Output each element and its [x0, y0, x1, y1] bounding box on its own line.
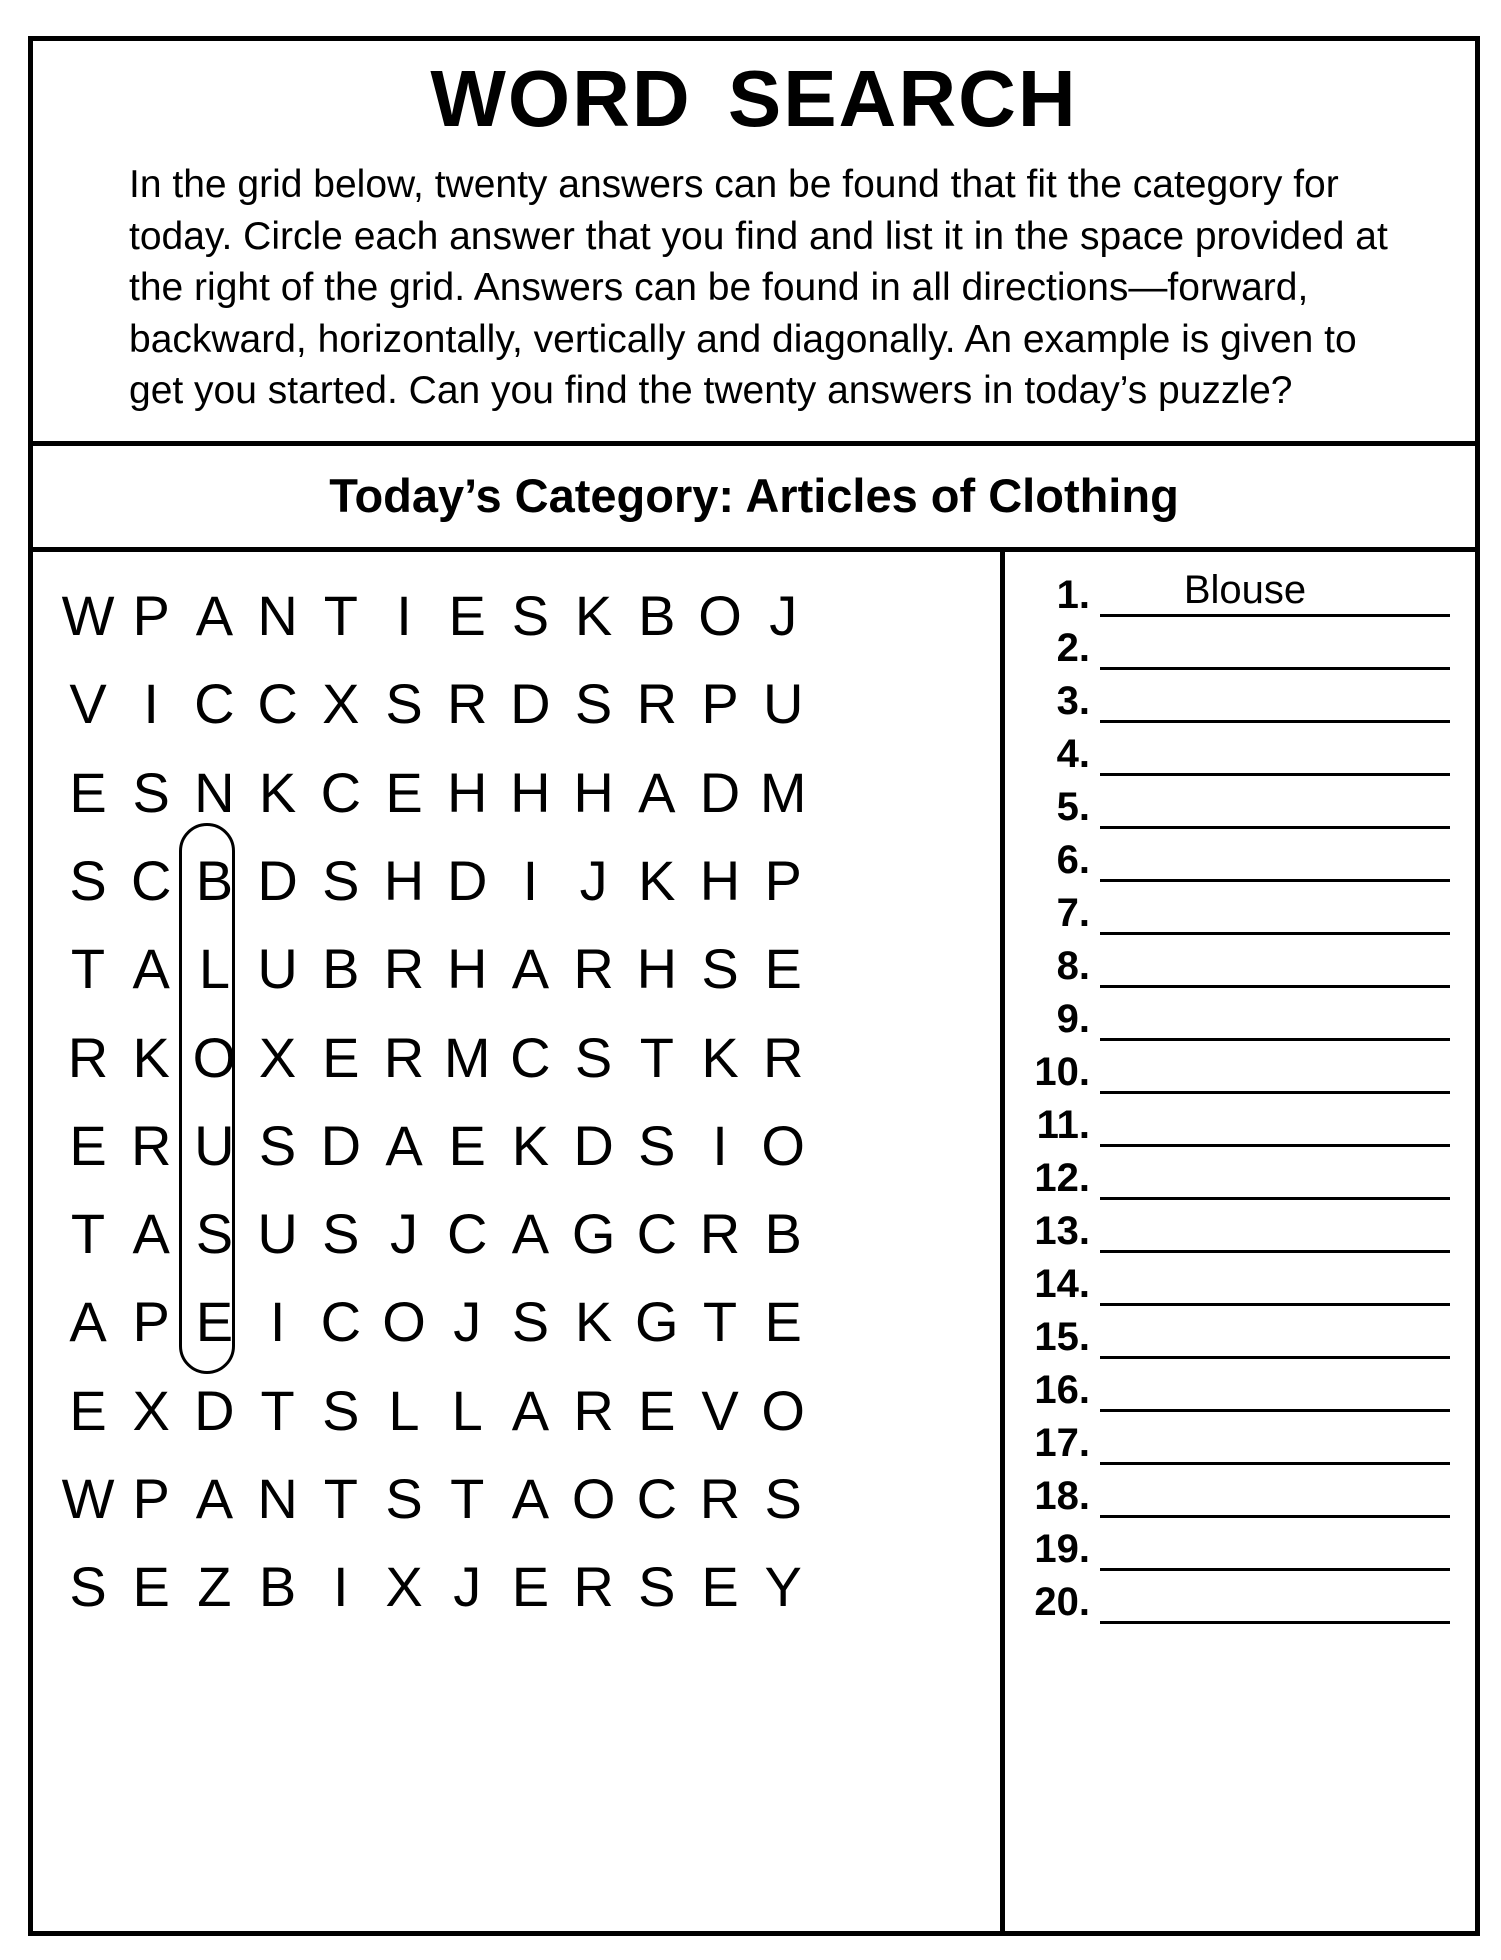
- grid-letter[interactable]: H: [383, 848, 425, 912]
- grid-letter[interactable]: U: [194, 1113, 235, 1177]
- grid-letter[interactable]: P: [701, 672, 739, 736]
- grid-letter[interactable]: T: [323, 1467, 358, 1530]
- grid-letter[interactable]: S: [511, 1290, 550, 1354]
- grid-letter[interactable]: K: [574, 584, 613, 647]
- grid-letter[interactable]: R: [446, 672, 488, 736]
- answer-number: 2.: [1056, 626, 1090, 670]
- grid-letter[interactable]: J: [769, 584, 798, 647]
- answer-number: 18.: [1034, 1474, 1090, 1518]
- answer-number: 15.: [1034, 1315, 1090, 1359]
- grid-letter[interactable]: A: [195, 584, 234, 647]
- grid-letter[interactable]: H: [446, 760, 488, 824]
- grid-letter[interactable]: I: [712, 1113, 728, 1177]
- grid-letter[interactable]: E: [764, 1290, 802, 1354]
- grid-letter[interactable]: B: [258, 1555, 297, 1619]
- grid-letter[interactable]: S: [258, 1113, 297, 1177]
- grid-letter[interactable]: T: [323, 584, 358, 647]
- answer-row: [1005, 1569, 1480, 1635]
- grid-letter[interactable]: W: [61, 584, 115, 647]
- grid-letter[interactable]: O: [698, 584, 742, 647]
- grid-letter[interactable]: R: [699, 1467, 741, 1530]
- grid-letter[interactable]: A: [195, 1467, 234, 1530]
- grid-letter[interactable]: S: [322, 1202, 360, 1266]
- grid-letter[interactable]: I: [269, 1290, 286, 1354]
- grid-letter[interactable]: J: [390, 1202, 418, 1266]
- grid-letter[interactable]: T: [639, 1025, 674, 1089]
- answer-number: 3.: [1056, 679, 1090, 723]
- grid-letter[interactable]: E: [132, 1555, 170, 1619]
- grid-letter[interactable]: D: [699, 760, 741, 824]
- answer-value[interactable]: Blouse: [1183, 568, 1307, 612]
- grid-letter[interactable]: E: [69, 1378, 107, 1442]
- answer-number: 6.: [1056, 838, 1090, 882]
- grid-letter[interactable]: B: [195, 848, 234, 912]
- answer-number: 5.: [1056, 785, 1090, 829]
- grid-letter[interactable]: P: [132, 1467, 170, 1530]
- grid-letter[interactable]: J: [579, 848, 608, 912]
- grid-letter[interactable]: E: [195, 1290, 234, 1354]
- grid-letter[interactable]: H: [510, 760, 551, 824]
- answer-number: 17.: [1034, 1421, 1090, 1465]
- grid-letter[interactable]: E: [69, 760, 107, 824]
- answer-number: 20.: [1034, 1580, 1090, 1624]
- grid-letter[interactable]: E: [764, 937, 802, 1001]
- grid-letter[interactable]: I: [522, 848, 539, 912]
- grid-letter[interactable]: B: [764, 1202, 802, 1266]
- grid-letter[interactable]: C: [130, 848, 172, 912]
- grid-letter[interactable]: W: [61, 1467, 115, 1530]
- grid-letter[interactable]: R: [636, 672, 678, 736]
- grid-letter[interactable]: S: [574, 1025, 613, 1089]
- grid-letter[interactable]: U: [257, 1202, 298, 1266]
- puzzle-body: [33, 552, 1475, 1931]
- grid-letter[interactable]: P: [132, 1290, 170, 1354]
- grid-letter[interactable]: K: [574, 1290, 613, 1354]
- grid-letter[interactable]: N: [257, 584, 298, 647]
- grid-letter[interactable]: O: [571, 1467, 616, 1530]
- grid-letter[interactable]: C: [257, 672, 298, 736]
- grid-letter[interactable]: N: [257, 1467, 298, 1530]
- answer-list: [1005, 552, 1480, 1931]
- answer-number: 19.: [1034, 1527, 1090, 1571]
- grid-letter[interactable]: I: [396, 584, 412, 647]
- answer-number: 9.: [1056, 997, 1090, 1041]
- grid-letter[interactable]: E: [322, 1025, 360, 1089]
- example-answer-circle: [179, 823, 235, 1375]
- grid-letter[interactable]: K: [701, 1025, 739, 1089]
- answer-number: 13.: [1034, 1209, 1090, 1253]
- grid-letter[interactable]: S: [638, 1113, 676, 1177]
- answer-number: 1.: [1056, 573, 1090, 617]
- grid-letter[interactable]: X: [132, 1378, 170, 1442]
- grid-letter[interactable]: E: [701, 1555, 739, 1619]
- grid-letter[interactable]: A: [385, 1113, 423, 1177]
- grid-letter[interactable]: S: [511, 584, 550, 647]
- grid-letter[interactable]: S: [701, 937, 739, 1001]
- grid-letter[interactable]: B: [322, 937, 360, 1001]
- grid-letter[interactable]: C: [446, 1202, 488, 1266]
- grid-letter[interactable]: R: [67, 1025, 109, 1089]
- grid-letter[interactable]: Z: [197, 1555, 232, 1619]
- grid-letter[interactable]: T: [70, 1202, 106, 1266]
- grid-letter[interactable]: S: [195, 1202, 234, 1266]
- grid-letter[interactable]: L: [198, 937, 230, 1001]
- grid-letter[interactable]: S: [322, 848, 360, 912]
- grid-letter[interactable]: H: [446, 937, 488, 1001]
- puzzle-frame: [28, 36, 1480, 1936]
- grid-letter[interactable]: B: [638, 584, 676, 647]
- grid-letter[interactable]: X: [385, 1555, 423, 1619]
- grid-letter[interactable]: U: [257, 937, 298, 1001]
- grid-letter[interactable]: H: [699, 848, 741, 912]
- grid-letter[interactable]: C: [320, 760, 362, 824]
- grid-letter[interactable]: S: [69, 1555, 107, 1619]
- grid-letter[interactable]: D: [257, 848, 298, 912]
- grid-letter[interactable]: R: [762, 1025, 804, 1089]
- grid-letter[interactable]: X: [258, 1025, 297, 1089]
- grid-letter[interactable]: R: [699, 1202, 741, 1266]
- grid-letter[interactable]: G: [571, 1202, 616, 1266]
- grid-letter[interactable]: A: [132, 937, 170, 1001]
- grid-letter[interactable]: E: [385, 760, 423, 824]
- grid-letter[interactable]: I: [333, 1555, 349, 1619]
- grid-letter[interactable]: P: [132, 584, 170, 647]
- grid-letter[interactable]: S: [764, 1467, 802, 1530]
- grid-letter[interactable]: A: [638, 760, 676, 824]
- grid-letter[interactable]: V: [701, 1378, 739, 1442]
- grid-letter[interactable]: I: [143, 672, 159, 736]
- grid-letter[interactable]: D: [573, 1113, 614, 1177]
- answer-number: 7.: [1056, 891, 1090, 935]
- grid-letter[interactable]: R: [573, 1555, 614, 1619]
- grid-letter[interactable]: S: [574, 672, 613, 736]
- grid-letter[interactable]: P: [764, 848, 802, 912]
- grid-letter[interactable]: M: [443, 1025, 491, 1089]
- grid-letter[interactable]: C: [636, 1467, 678, 1530]
- grid-letter[interactable]: R: [383, 937, 425, 1001]
- grid-letter[interactable]: K: [638, 848, 676, 912]
- grid-letter[interactable]: O: [382, 1290, 426, 1354]
- grid-letter[interactable]: K: [258, 760, 297, 824]
- grid-letter[interactable]: H: [636, 937, 678, 1001]
- grid-letter[interactable]: C: [510, 1025, 551, 1089]
- grid-letter[interactable]: E: [448, 584, 486, 647]
- answer-blank-line[interactable]: [1100, 1621, 1450, 1624]
- grid-letter[interactable]: S: [322, 1378, 360, 1442]
- grid-letter[interactable]: T: [702, 1290, 738, 1354]
- grid-letter[interactable]: S: [385, 672, 423, 736]
- answer-number: 8.: [1056, 944, 1090, 988]
- grid-letter[interactable]: E: [448, 1113, 486, 1177]
- grid-letter[interactable]: R: [573, 937, 614, 1001]
- grid-letter[interactable]: O: [761, 1378, 805, 1442]
- grid-letter[interactable]: E: [69, 1113, 107, 1177]
- instructions-text: In the grid below, twenty answers can be found that fit the category for today. Circle each answer that you find and list it in the space provided at the right of the grid. Answers can be found in all directions—forward, backward, horizontally, vertically and diagonally. An example is given to get you started. Can you find the twenty answers in today’s puzzle?: [129, 163, 1388, 412]
- grid-letter[interactable]: O: [761, 1113, 805, 1177]
- grid-letter[interactable]: A: [69, 1290, 107, 1354]
- grid-letter[interactable]: T: [260, 1378, 295, 1442]
- answer-number: 4.: [1056, 732, 1090, 776]
- puzzle-header: [33, 41, 1475, 446]
- grid-letter[interactable]: A: [132, 1202, 170, 1266]
- grid-letter[interactable]: C: [636, 1202, 678, 1266]
- page-title: WORD SEARCH: [430, 54, 1078, 143]
- grid-letter[interactable]: X: [322, 672, 360, 736]
- grid-letter[interactable]: Y: [764, 1555, 802, 1619]
- grid-letter[interactable]: S: [638, 1555, 676, 1619]
- grid-letter[interactable]: A: [511, 937, 550, 1001]
- grid-letter[interactable]: C: [194, 672, 235, 736]
- grid-letter[interactable]: H: [573, 760, 614, 824]
- answer-number: 12.: [1034, 1156, 1090, 1200]
- grid-letter[interactable]: R: [383, 1025, 425, 1089]
- grid-letter[interactable]: T: [450, 1467, 485, 1530]
- grid-letter[interactable]: D: [510, 672, 551, 736]
- grid-letter[interactable]: G: [635, 1290, 679, 1354]
- grid-letter[interactable]: E: [511, 1555, 550, 1619]
- answer-number: 11.: [1036, 1103, 1090, 1147]
- grid-letter[interactable]: A: [511, 1467, 550, 1530]
- grid-letter[interactable]: M: [759, 760, 807, 824]
- grid-letter[interactable]: L: [388, 1378, 420, 1442]
- grid-letter[interactable]: L: [451, 1378, 483, 1442]
- grid-letter[interactable]: D: [320, 1113, 362, 1177]
- grid-letter[interactable]: O: [192, 1025, 237, 1089]
- grid-letter[interactable]: A: [511, 1378, 550, 1442]
- grid-letter[interactable]: T: [70, 937, 106, 1001]
- grid-letter[interactable]: J: [453, 1290, 482, 1354]
- category-heading: Today’s Category: Articles of Clothing: [33, 446, 1475, 552]
- grid-letter[interactable]: K: [511, 1113, 550, 1177]
- grid-letter[interactable]: E: [638, 1378, 676, 1442]
- grid-letter[interactable]: N: [194, 760, 235, 824]
- letter-grid: [33, 552, 1000, 1931]
- grid-letter[interactable]: D: [446, 848, 488, 912]
- answer-number: 14.: [1034, 1262, 1090, 1306]
- grid-letter[interactable]: V: [69, 672, 107, 736]
- grid-letter[interactable]: S: [69, 848, 107, 912]
- grid-letter[interactable]: R: [130, 1113, 172, 1177]
- answer-number: 10.: [1034, 1050, 1090, 1094]
- grid-letter[interactable]: S: [385, 1467, 423, 1530]
- grid-letter[interactable]: S: [132, 760, 170, 824]
- grid-letter[interactable]: D: [194, 1378, 235, 1442]
- grid-letter[interactable]: R: [573, 1378, 614, 1442]
- grid-letter[interactable]: U: [762, 672, 804, 736]
- grid-letter[interactable]: C: [320, 1290, 362, 1354]
- grid-letter[interactable]: J: [453, 1555, 482, 1619]
- grid-letter[interactable]: K: [132, 1025, 170, 1089]
- answer-number: 16.: [1034, 1368, 1090, 1412]
- grid-letter[interactable]: A: [511, 1202, 550, 1266]
